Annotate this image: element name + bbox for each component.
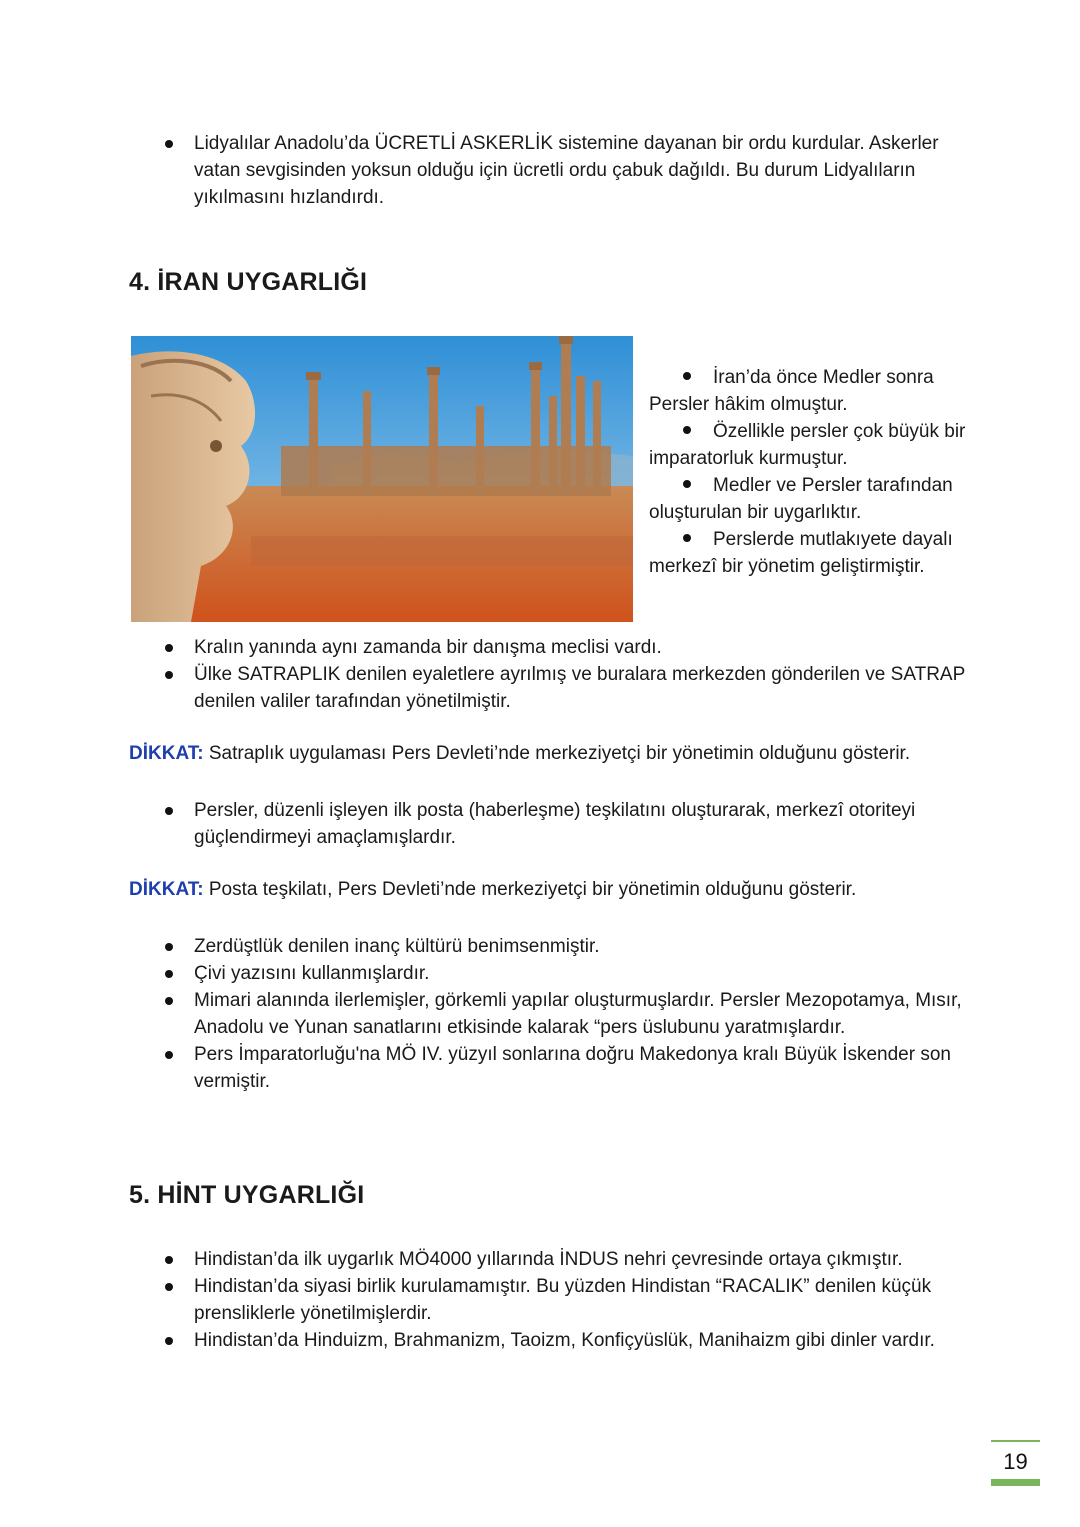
attention-text: Posta teşkilatı, Pers Devleti’nde merkeziyetçi bir yönetimin olduğunu gösterir. xyxy=(203,879,857,900)
list-item: Çivi yazısını kullanmışlardır. xyxy=(165,960,965,987)
attention-label: DİKKAT: xyxy=(129,879,204,900)
list-item: Hindistan’da Hinduizm, Brahmanizm, Taoizm, Konfiçyüslük, Manihaizm gibi dinler vardır. xyxy=(165,1327,965,1354)
section-4-bullet-list-a xyxy=(165,634,965,715)
list-item: Mimari alanında ilerlemişler, görkemli yapılar oluşturmuşlardır. Persler Mezopotamya, Mısır, Anadolu ve Yunan sanatlarını etkisinde kalarak “pers üslubunu yaratmışlardır. xyxy=(165,987,965,1041)
list-item: Perslerde mutlakıyete dayalı merkezî bir yönetim geliştirmiştir. xyxy=(649,529,953,577)
section-4-title: 4. İRAN UYGARLIĞI xyxy=(129,268,368,296)
bullet-icon xyxy=(683,372,691,380)
bullet-icon xyxy=(683,480,691,488)
list-item: Özellikle persler çok büyük bir imparatorluk kurmuştur. xyxy=(649,421,966,469)
section-4-bullet-list-b xyxy=(165,797,965,851)
list-item: Pers İmparatorluğu'na MÖ IV. yüzyıl sonlarına doğru Makedonya kralı Büyük İskender son vermiştir. xyxy=(165,1041,965,1095)
list-item: Medler ve Persler tarafından oluşturulan bir uygarlıktır. xyxy=(649,475,953,523)
bullet-icon xyxy=(683,534,691,542)
persepolis-photo xyxy=(131,336,633,622)
bullet-icon xyxy=(683,426,691,434)
intro-bullet-list xyxy=(165,130,965,211)
page-number: 19 xyxy=(991,1440,1040,1486)
attention-label: DİKKAT: xyxy=(129,743,204,764)
list-item: Zerdüştlük denilen inanç kültürü benimsenmiştir. xyxy=(165,933,965,960)
list-item: Ülke SATRAPLIK denilen eyaletlere ayrılmış ve buralara merkezden gönderilen ve SATRAP denilen valiler tarafından yönetilmiştir. xyxy=(165,661,965,715)
section-4-bullet-list-c xyxy=(165,933,965,1095)
section-5-title: 5. HİNT UYGARLIĞI xyxy=(129,1181,365,1209)
attention-text: Satraplık uygulaması Pers Devleti’nde merkeziyetçi bir yönetimin olduğunu gösterir. xyxy=(203,743,911,764)
side-bullet-text xyxy=(649,364,969,580)
section-5-bullet-list xyxy=(165,1246,965,1354)
list-item: Persler, düzenli işleyen ilk posta (haberleşme) teşkilatını oluşturarak, merkezî otoriteyi güçlendirmeyi amaçlamışlardır. xyxy=(165,797,965,851)
list-item: Lidyalılar Anadolu’da ÜCRETLİ ASKERLİK sistemine dayanan bir ordu kurdular. Askerler vatan sevgisinden yoksun olduğu için ücretli ordu çabuk dağıldı. Bu durum Lidyalıların yıkılmasını hızlandırdı. xyxy=(165,130,965,211)
list-item: İran’da önce Medler sonra Persler hâkim olmuştur. xyxy=(649,367,934,415)
list-item: Hindistan’da ilk uygarlık MÖ4000 yıllarında İNDUS nehri çevresinde ortaya çıkmıştır. xyxy=(165,1246,965,1273)
list-item: Kralın yanında aynı zamanda bir danışma meclisi vardı. xyxy=(165,634,965,661)
attention-note-1 xyxy=(129,740,1009,767)
list-item: Hindistan’da siyasi birlik kurulamamıştır. Bu yüzden Hindistan “RACALIK” denilen küçük prensliklerle yönetilmişlerdir. xyxy=(165,1273,965,1327)
attention-note-2 xyxy=(129,876,1009,903)
